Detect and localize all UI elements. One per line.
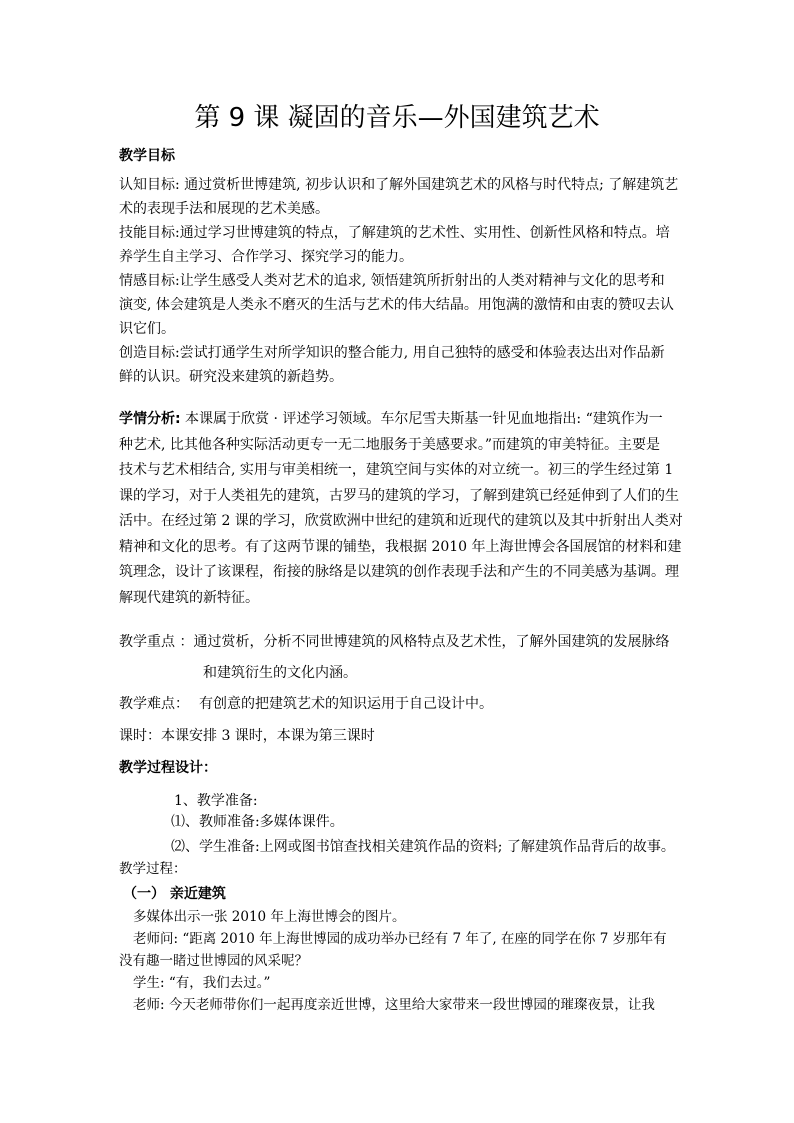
text-line: 技术与艺术相结合, 实用与审美相统一，建筑空间与实体的对立统一。初三的学生经过第 1 (119, 462, 674, 478)
text-line: 活中。在经过第 2 课的学习，欣赏欧洲中世纪的建筑和近现代的建筑以及其中折射出人类对 (119, 513, 683, 529)
teacher-prep: ⑴、教师准备:多媒体课件。 (171, 814, 344, 830)
difficulty-label: 教学难点： (119, 696, 189, 712)
text-line: 术的表现手法和展现的艺术美感。 (119, 201, 329, 217)
analysis-first-line: 本课属于欣赏 · 评述学习领域。车尔尼雪夫斯基一针见血地指出: “建筑作为一 (180, 411, 663, 427)
text-line: 学生: “有，我们去过。” (133, 975, 271, 991)
text-line: 老师问: “距离 2010 年上海世博园的成功举办已经有 7 年了, 在座的同学在你 7 岁那年有 (133, 931, 667, 947)
text-line: 多媒体出示一张 2010 年上海世博会的图片。 (133, 909, 406, 925)
text-line: 创造目标:尝试打通学生对所学知识的整合能力, 用自己独特的感受和体验表达出对作品新 (119, 345, 665, 361)
text-line: 筑理念，设计了该课程，衔接的脉络是以建筑的创作表现手法和产生的不同美感为基调。理 (119, 564, 679, 580)
text-line: 鲜的认识。研究没来建筑的新趋势。 (119, 369, 343, 385)
text-line: 识它们。 (119, 321, 175, 337)
class-hours: 课时：本课安排 3 课时，本课为第三课时 (119, 728, 375, 744)
text-line: 没有趣一睹过世博园的风采呢？ (119, 953, 308, 969)
process-paragraph (119, 906, 693, 1016)
key-points-continuation: 和建筑衍生的文化内涵。 (203, 665, 357, 681)
process-heading: 教学过程： (119, 861, 187, 877)
key-points-text: 通过赏析，分析不同世博建筑的风格特点及艺术性，了解外国建筑的发展脉络 (193, 634, 670, 650)
difficulty-line (119, 692, 679, 716)
text-line: 课的学习，对于人类祖先的建筑，古罗马的建筑的学习，了解到建筑已经延伸到了人们的生 (119, 487, 679, 504)
section-heading-approach: （一） 亲近建筑 (123, 886, 226, 902)
text-line: 情感目标:让学生感受人类对艺术的追求, 领悟建筑所折射出的人类对精神与文化的思考和 (119, 273, 665, 289)
process-design-heading: 教学过程设计： (119, 760, 217, 776)
text-line: 精神和文化的思考。有了这两节课的铺垫，我根据 2010 年上海世博会各国展馆的材料和建 (119, 538, 682, 555)
objectives-heading: 教学目标 (119, 148, 175, 164)
difficulty-text: 有创意的把建筑艺术的知识运用于自己设计中。 (199, 696, 493, 712)
text-line: 演变, 体会建筑是人类永不磨灭的生活与艺术的伟大结晶。用饱满的激情和由衷的赞叹去认 (119, 297, 674, 313)
text-line: 种艺术, 比其他各种实际活动更专一无二地服务于美感要求。”而建筑的审美特征。主要是 (119, 436, 661, 453)
text-line: 老师: 今天老师带你们一起再度亲近世博，这里给大家带来一段世博园的璀璨夜景，让我 (133, 997, 655, 1013)
objectives-paragraph (119, 173, 679, 389)
text-line: 认知目标: 通过赏析世博建筑, 初步认识和了解外国建筑艺术的风格与时代特点; 了解建筑艺 (119, 177, 679, 193)
text-line: 技能目标:通过学习世博建筑的特点，了解建筑的艺术性、实用性、创新性风格和特点。培 (119, 225, 670, 241)
page-title: 第 9 课 凝固的音乐—外国建筑艺术 (194, 103, 600, 133)
text-line: 解现代建筑的新特征。 (119, 589, 259, 606)
prep-heading: 1、教学准备: (174, 793, 258, 809)
key-points-label: 教学重点 ： (119, 634, 194, 650)
student-prep: ⑵、学生准备:上网或图书馆查找相关建筑作品的资料; 了解建筑作品背后的故事。 (171, 839, 675, 855)
analysis-paragraph (119, 407, 683, 611)
text-line: 养学生自主学习、合作学习、探究学习的能力。 (119, 249, 413, 265)
analysis-label: 学情分析: (119, 411, 181, 427)
text-line (119, 407, 679, 433)
key-points-line (119, 630, 679, 654)
